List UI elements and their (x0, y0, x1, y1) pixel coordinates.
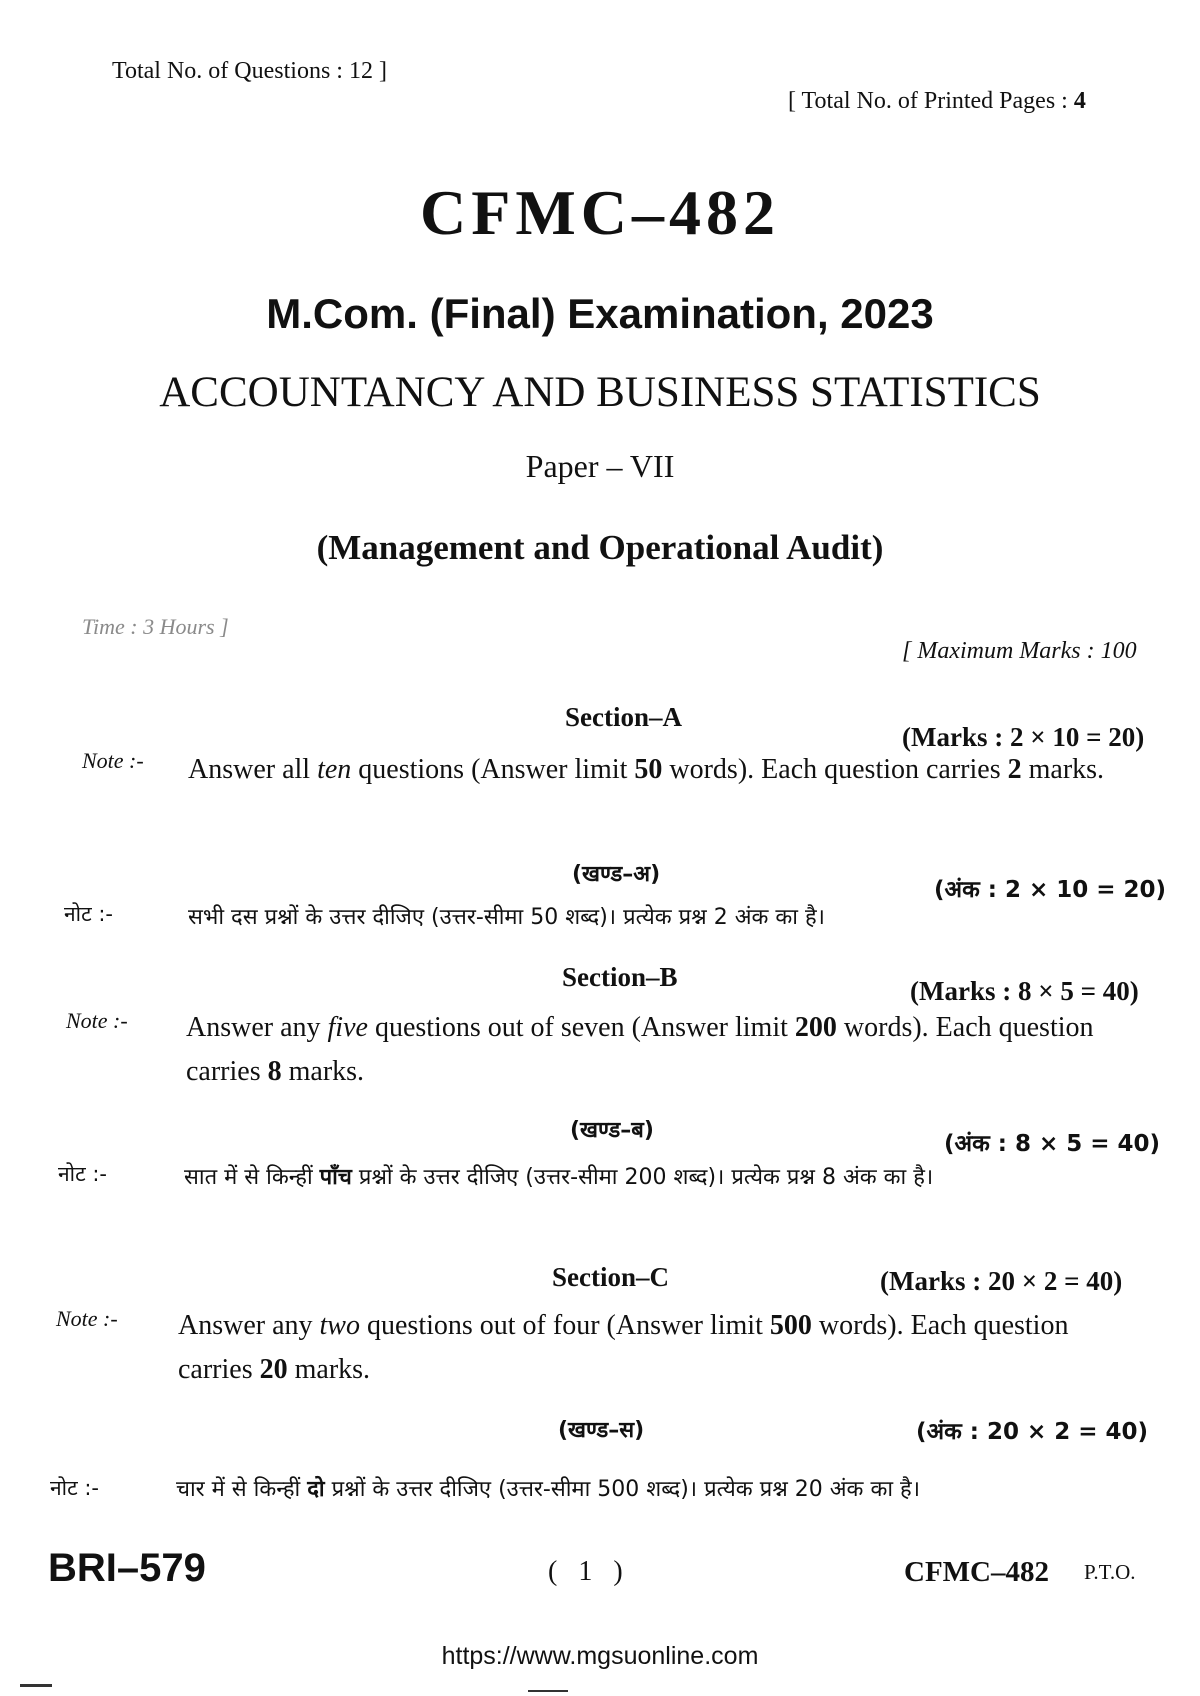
section-b-note: Answer any five questions out of seven (Answer limit 200 words). Each question carries 8 marks. (186, 1012, 1094, 1087)
maximum-marks: [ Maximum Marks : 100 (902, 638, 1137, 664)
pto-label: P.T.O. (1084, 1560, 1136, 1584)
total-printed-pages (788, 88, 1086, 115)
section-a-marks: (Marks : 2 × 10 = 20) (902, 722, 1145, 752)
section-a-note-label: Note :- (82, 748, 144, 773)
section-c-note: Answer any two questions out of four (Answer limit 500 words). Each question carries 20 marks. (178, 1310, 1069, 1385)
footer-url[interactable]: https://www.mgsuonline.com (441, 1642, 759, 1670)
section-a-hindi-note-label: नोट :- (64, 902, 114, 926)
footer-right-code: CFMC–482 (904, 1556, 1049, 1588)
section-c-note-label: Note :- (56, 1306, 118, 1331)
sub-subject-title: (Management and Operational Audit) (316, 528, 884, 567)
section-a-hindi-heading: (खण्ड–अ) (572, 862, 661, 887)
total-pages-value: 4 (1073, 88, 1086, 114)
section-b-hindi-note: सात में से किन्हीं पाँच प्रश्नों के उत्तर दीजिए (उत्तर-सीमा 200 शब्द)। प्रत्येक प्रश्न 8 अंक का है। (184, 1165, 934, 1190)
section-b-marks: (Marks : 8 × 5 = 40) (910, 976, 1139, 1006)
section-c-hindi-note: चार में से किन्हीं दो प्रश्नों के उत्तर दीजिए (उत्तर-सीमा 500 शब्द)। प्रत्येक प्रश्न 20 अंक का है। (176, 1477, 921, 1502)
section-a-hindi-note: सभी दस प्रश्नों के उत्तर दीजिए (उत्तर-सीमा 50 शब्द)। प्रत्येक प्रश्न 2 अंक का है। (188, 905, 826, 930)
section-b-note-label: Note :- (66, 1008, 128, 1033)
paper-number: Paper – VII (525, 448, 675, 484)
exam-title: M.Com. (Final) Examination, 2023 (266, 290, 934, 337)
section-a-note: Answer all ten questions (Answer limit 50 words). Each question carries 2 marks. (188, 754, 1105, 785)
section-b-heading: Section–B (562, 962, 678, 992)
section-c-heading: Section–C (552, 1262, 669, 1292)
section-b-hindi-note-label: नोट :- (58, 1162, 108, 1186)
page-number: ( 1 ) (548, 1556, 623, 1587)
section-a-hindi-marks: (अंक : 2 × 10 = 20) (934, 877, 1167, 903)
section-c-marks: (Marks : 20 × 2 = 40) (880, 1266, 1123, 1296)
total-pages-label: [ Total No. of Printed Pages : (788, 88, 1074, 114)
section-b-hindi-marks: (अंक : 8 × 5 = 40) (944, 1131, 1161, 1157)
time-allowed: Time : 3 Hours ] (82, 614, 229, 639)
scan-edge-mark-left (20, 1684, 52, 1687)
paper-code-title: CFMC–482 (420, 177, 780, 248)
section-a-heading: Section–A (565, 702, 682, 732)
footer-left-code: BRI–579 (48, 1546, 206, 1590)
section-c-hindi-marks: (अंक : 20 × 2 = 40) (916, 1419, 1149, 1445)
section-c-hindi-note-label: नोट :- (50, 1476, 100, 1500)
section-b-hindi-heading: (खण्ड–ब) (570, 1118, 654, 1143)
subject-title: ACCOUNTANCY AND BUSINESS STATISTICS (159, 369, 1041, 416)
scan-edge-mark-center (528, 1690, 568, 1692)
section-c-hindi-heading: (खण्ड–स) (558, 1418, 645, 1443)
total-questions: Total No. of Questions : 12 ] (112, 58, 387, 84)
